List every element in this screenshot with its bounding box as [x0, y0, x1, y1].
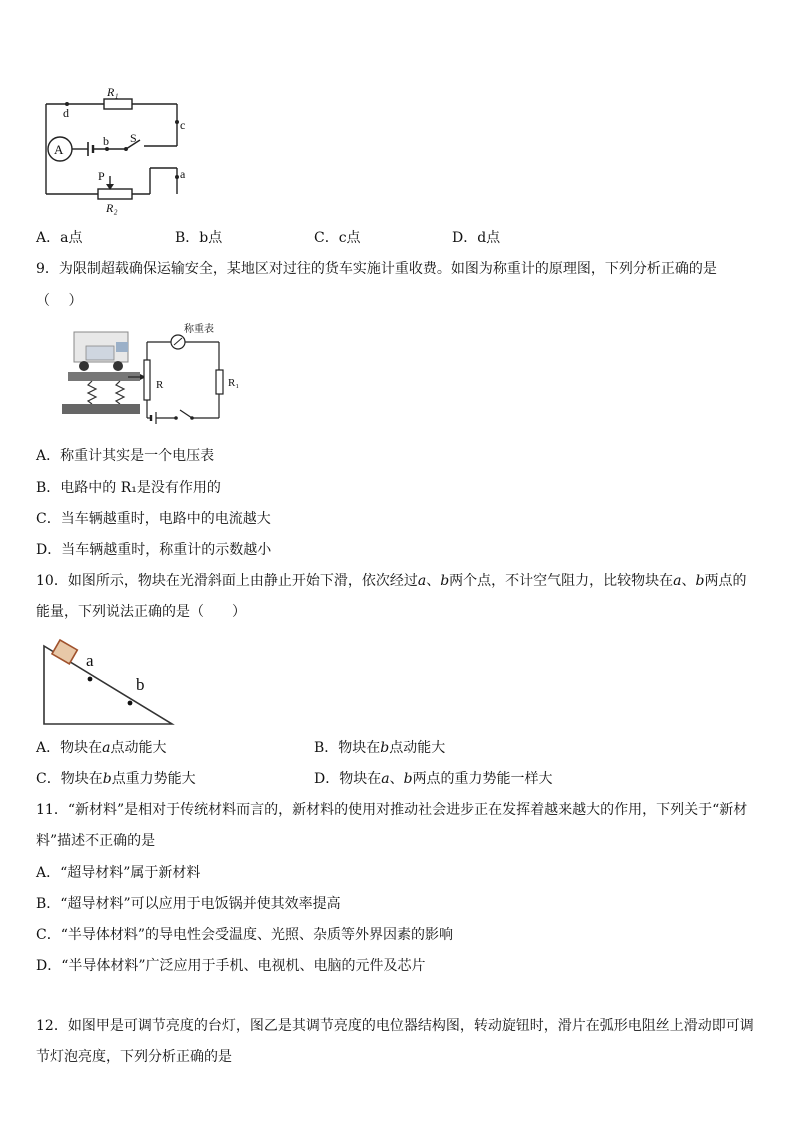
q10-stem-line2: 能量，下列说法正确的是（ ） [36, 604, 246, 620]
q10-option-d[interactable]: D．物块在a、b两点的重力势能一样大 [314, 771, 553, 787]
q8-label-b: b [103, 134, 109, 148]
q11-stem-line1: 11．“新材料”是相对于传统材料而言的，新材料的使用对推动社会进步正在发挥着越来越大的作用，下列关于“新材 [36, 802, 748, 818]
truck-icon [74, 332, 128, 371]
q12-stem-line2: 节灯泡亮度，下列分析正确的是 [36, 1049, 232, 1065]
q8-label-r1: R₁ [107, 85, 119, 99]
q8-label-p: P [98, 169, 105, 183]
q8-label-a: a [180, 167, 186, 181]
q11-option-d[interactable]: D．“半导体材料”广泛应用于手机、电视机、电脑的元件及芯片 [36, 958, 426, 974]
q8-circuit-diagram [40, 82, 200, 217]
q8-option-d[interactable]: D．d点 [452, 230, 501, 246]
q8-ammeter-label: A [54, 142, 64, 157]
q9-option-c[interactable]: C．当车辆越重时，电路中的电流越大 [36, 511, 271, 527]
q10-label-b: b [136, 675, 145, 694]
q9-option-d[interactable]: D．当车辆越重时，称重计的示数越小 [36, 542, 272, 558]
q9-stem-line1: 9．为限制超载确保运输安全，某地区对过往的货车实施计重收费。如图为称重计的原理图，下列分析正确的是 [36, 261, 717, 277]
q12-stem-line1: 12．如图甲是可调节亮度的台灯，图乙是其调节亮度的电位器结构图，转动旋钮时，滑片在弧形电阻丝上滑动即可调 [36, 1018, 754, 1034]
q8-label-s: S [130, 131, 137, 145]
q8-option-a[interactable]: A．a点 [36, 230, 83, 246]
q9-label-r1: R₁ [228, 377, 240, 389]
q11-stem-line2: 料”描述不正确的是 [36, 833, 156, 849]
q9-weighing-diagram [58, 322, 258, 432]
q9-label-r: R [156, 379, 164, 391]
q10-option-b[interactable]: B．物块在b点动能大 [314, 740, 446, 756]
q9-meter-label: 称重表 [184, 324, 214, 335]
q10-stem-line1: 10．如图所示，物块在光滑斜面上由静止开始下滑，依次经过a、b两个点，不计空气阻力，比较物块在a、b两点的 [36, 573, 747, 589]
q8-label-r2: R₂ [106, 201, 118, 215]
block-icon [52, 640, 77, 664]
q10-option-a[interactable]: A．物块在a点动能大 [36, 740, 167, 756]
q8-option-b[interactable]: B．b点 [175, 230, 223, 246]
q10-incline-diagram [40, 632, 180, 728]
q8-option-c[interactable]: C．c点 [314, 230, 361, 246]
q9-option-a[interactable]: A．称重计其实是一个电压表 [36, 448, 215, 464]
q11-option-b[interactable]: B．“超导材料”可以应用于电饭锅并使其效率提高 [36, 896, 341, 912]
q9-option-b[interactable]: B．电路中的 R₁是没有作用的 [36, 480, 221, 496]
q10-option-c[interactable]: C．物块在b点重力势能大 [36, 771, 196, 787]
q8-label-d: d [63, 106, 69, 120]
q8-label-c: c [180, 118, 186, 132]
q11-option-c[interactable]: C．“半导体材料”的导电性会受温度、光照、杂质等外界因素的影响 [36, 927, 454, 943]
q9-stem-line2: （ ） [36, 293, 83, 309]
q10-label-a: a [86, 651, 94, 670]
q11-option-a[interactable]: A．“超导材料”属于新材料 [36, 865, 201, 881]
